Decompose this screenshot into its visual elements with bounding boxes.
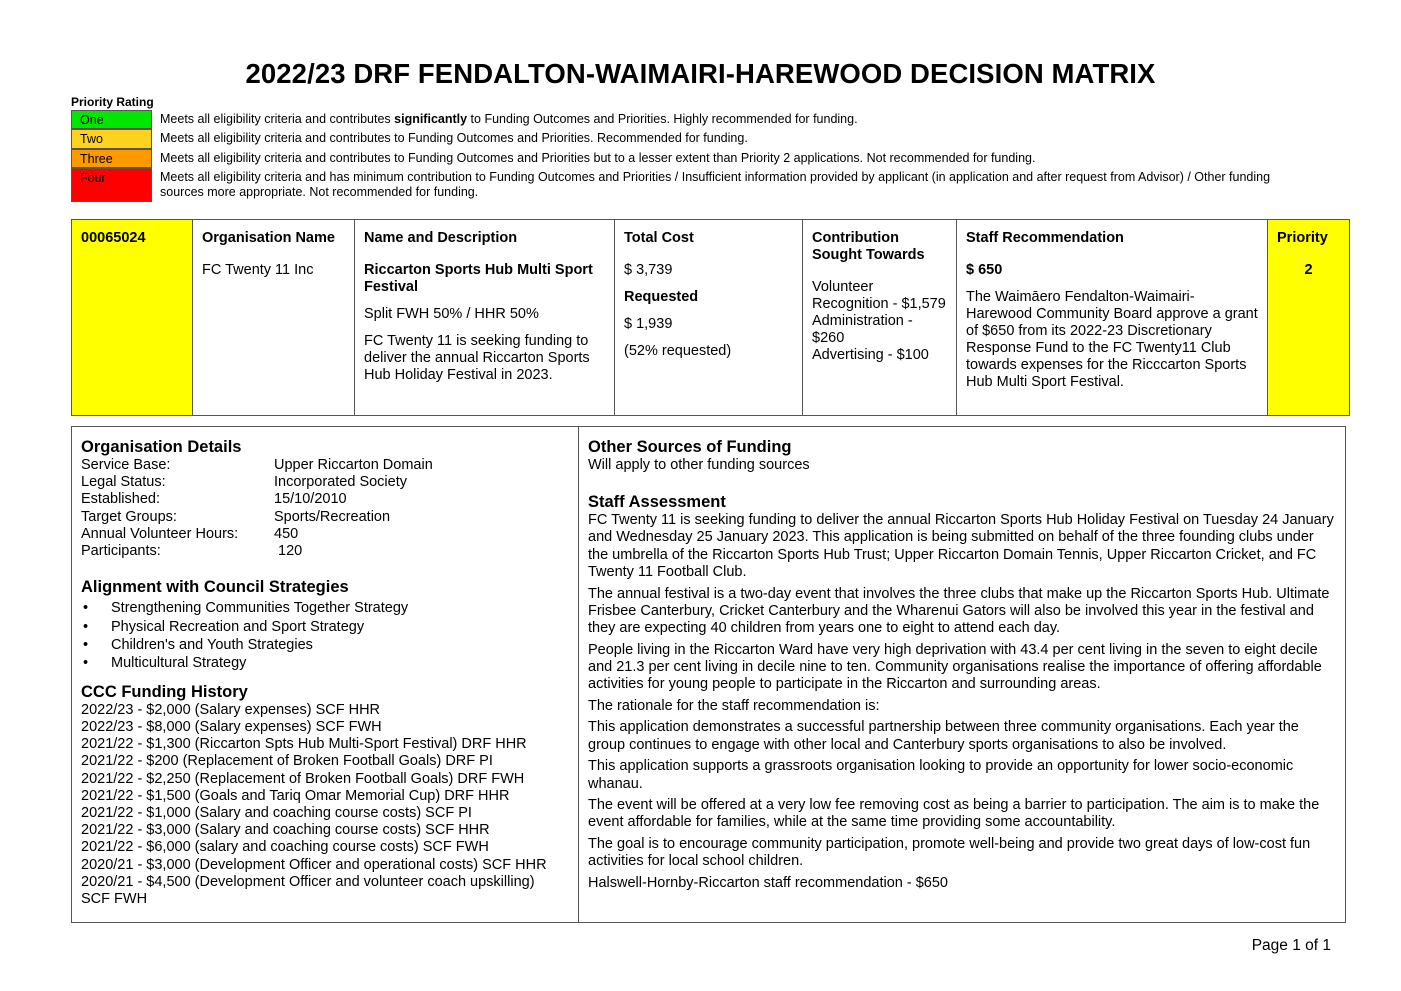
contribution-cell <box>803 220 957 415</box>
total-cost-header: Total Cost <box>624 230 694 246</box>
priority-row-four <box>71 168 1311 202</box>
alignment-heading: Alignment with Council Strategies <box>81 578 349 597</box>
detail-row: Annual Volunteer Hours: 450 <box>81 525 299 542</box>
staff-recommendation-amount: $ 650 <box>966 262 1003 278</box>
organisation-name: FC Twenty 11 Inc <box>202 262 314 278</box>
detail-row: Participants: 120 <box>81 543 303 560</box>
page-title: 2022/23 DRF FENDALTON-WAIMAIRI-HAREWOOD DECISION MATRIX <box>245 58 1156 89</box>
assessment-recommendation: Halswell-Hornby-Riccarton staff recommendation - $650 <box>588 875 948 892</box>
assessment-paragraph: The annual festival is a two-day event that involves the three clubs that make up the Riccarton Sports Hub. Ultimate Frisbee Canterbury, Cricket Canterbury and the Wharenui Gators will also be involved this year in the festival and they are expecting 40 children from years one to eight to attend each day. <box>588 585 1330 636</box>
funding-history-item: 2021/22 - $2,250 (Replacement of Broken Football Goals) DRF FWH <box>81 770 525 787</box>
assessment-panel <box>579 427 1345 922</box>
priority-desc-two: Meets all eligibility criteria and contributes to Funding Outcomes and Priorities. Recommended for funding. <box>160 131 748 145</box>
name-description-cell <box>355 220 615 415</box>
priority-row-two <box>71 129 1311 149</box>
priority-desc-one: Meets all eligibility criteria and contributes significantly to Funding Outcomes and Priorities. Highly recommended for funding. <box>160 112 858 126</box>
requested-amount: $ 1,939 <box>624 316 673 332</box>
priority-rating-heading: Priority Rating <box>71 95 154 109</box>
project-description: FC Twenty 11 is seeking funding to deliver the annual Riccarton Sports Hub Holiday Festival in 2023. <box>364 333 590 383</box>
strategy-item: • Physical Recreation and Sport Strategy <box>81 618 578 636</box>
priority-row-three <box>71 149 1311 169</box>
funding-split: Split FWH 50% / HHR 50% <box>364 306 539 322</box>
funding-history-item: 2020/21 - $4,500 (Development Officer and volunteer coach upskilling) SCF FWH <box>81 873 535 908</box>
funding-history-item: 2021/22 - $1,000 (Salary and coaching course costs) SCF PI <box>81 805 472 822</box>
detail-row: Target Groups: Sports/Recreation <box>81 508 391 525</box>
funding-history-item: 2022/23 - $2,000 (Salary expenses) SCF HHR <box>81 701 381 718</box>
priority-desc-four: Meets all eligibility criteria and has minimum contribution to Funding Outcomes and Priorities / Insufficient information provided by applicant (in application and after request from Advisor) / Other funding sources more appropriate. Not recommended for funding. <box>160 170 1271 199</box>
name-description-header: Name and Description <box>364 230 518 246</box>
strategy-item: • Multicultural Strategy <box>81 654 578 672</box>
contribution-item: Administration - $260 <box>812 313 913 346</box>
contribution-item: Advertising - $100 <box>812 347 929 363</box>
detail-row: Legal Status: Incorporated Society <box>81 474 407 491</box>
requested-label: Requested <box>624 289 699 305</box>
page-number: Page 1 of 1 <box>1251 937 1331 954</box>
application-id-cell <box>72 220 193 415</box>
total-cost-value: $ 3,739 <box>624 262 673 278</box>
funding-history-heading: CCC Funding History <box>81 682 248 701</box>
priority-swatch-two: Two <box>71 129 152 149</box>
requested-percent: (52% requested) <box>624 343 732 359</box>
contribution-header: Contribution Sought Towards <box>812 230 925 263</box>
organisation-details-heading: Organisation Details <box>81 438 242 456</box>
funding-history-item: 2021/22 - $200 (Replacement of Broken Football Goals) DRF PI <box>81 753 493 770</box>
other-sources-text: Will apply to other funding sources <box>588 457 810 473</box>
detail-row: Established: 15/10/2010 <box>81 491 347 508</box>
organisation-header: Organisation Name <box>202 230 335 246</box>
priority-cell <box>1268 220 1349 415</box>
funding-history-item: 2021/22 - $3,000 (Salary and coaching course costs) SCF HHR <box>81 822 490 839</box>
strategy-item: • Children's and Youth Strategies <box>81 636 578 654</box>
priority-header: Priority <box>1277 230 1328 246</box>
funding-history-item: 2022/23 - $8,000 (Salary expenses) SCF FWH <box>81 719 382 736</box>
assessment-paragraph: The rationale for the staff recommendation is: <box>588 697 880 714</box>
priority-desc-three: Meets all eligibility criteria and contributes to Funding Outcomes and Priorities but to a lesser extent than Priority 2 applications. Not recommended for funding. <box>160 150 1036 165</box>
detail-row: Service Base: Upper Riccarton Domain <box>81 457 433 473</box>
priority-value: 2 <box>1304 262 1313 278</box>
assessment-paragraph: This application demonstrates a successful partnership between three community organisations. Each year the group continues to engage with other local and Canterbury sports organisations to also be involved. <box>588 719 1299 753</box>
strategy-list <box>81 599 578 673</box>
funding-history-item: 2021/22 - $1,500 (Goals and Tariq Omar Memorial Cup) DRF HHR <box>81 787 510 804</box>
priority-row-one <box>71 110 1311 129</box>
assessment-paragraph: This application supports a grassroots organisation looking to provide an opportunity for lower socio-economic whanau. <box>588 758 1294 792</box>
priority-rating-legend <box>71 110 1311 202</box>
total-cost-cell <box>615 220 803 415</box>
assessment-paragraph: People living in the Riccarton Ward have very high deprivation with 43.4 per cent living in the seven to eight decile and 21.3 per cent living in decile nine to ten. Community organisations realise the importance of offering affordable activities for young people to participate in the Riccarton and surrounding areas. <box>588 641 1322 693</box>
organisation-details-panel <box>72 427 579 922</box>
project-name: Riccarton Sports Hub Multi Sport Festival <box>364 262 593 295</box>
staff-recommendation-header: Staff Recommendation <box>966 230 1124 246</box>
details-section <box>71 426 1346 923</box>
assessment-paragraph: The event will be offered at a very low fee removing cost as being a barrier to participation. The aim is to make the event affordable for families, while at the same time providing some accountability. <box>588 797 1320 831</box>
other-sources-heading: Other Sources of Funding <box>588 438 792 456</box>
organisation-cell <box>193 220 355 415</box>
assessment-paragraph: FC Twenty 11 is seeking funding to deliver the annual Riccarton Sports Hub Holiday Festival on Tuesday 24 January and Wednesday 25 January 2023. This application is being submitted on behalf of the three founding clubs under the umbrella of the Riccarton Sports Hub Trust; Upper Riccarton Domain Tennis, Upper Riccarton Cricket, and FC Twenty 11 Football Club. <box>588 512 1334 580</box>
assessment-paragraph: The goal is to encourage community participation, promote well-being and provide two great days of low-cost fun activities for local school children. <box>588 836 1311 870</box>
priority-swatch-one: One <box>71 110 152 129</box>
staff-recommendation-text: The Waimāero Fendalton-Waimairi-Harewood Community Board approve a grant of $650 from its 2022-23 Discretionary Response Fund to the FC Twenty11 Club towards expenses for the Ricccarton Sports Hub Multi Sport Festival. <box>966 289 1258 390</box>
staff-assessment-heading: Staff Assessment <box>588 493 726 512</box>
strategy-item: • Strengthening Communities Together Strategy <box>81 599 578 617</box>
application-id: 00065024 <box>81 230 146 246</box>
funding-history-item: 2020/21 - $3,000 (Development Officer and operational costs) SCF HHR <box>81 856 547 873</box>
funding-history-item: 2021/22 - $6,000 (salary and coaching course costs) SCF FWH <box>81 839 489 856</box>
contribution-item: Volunteer Recognition - $1,579 <box>812 279 946 312</box>
staff-recommendation-cell <box>957 220 1268 415</box>
priority-swatch-four: Four <box>71 168 152 202</box>
priority-swatch-three: Three <box>71 149 152 169</box>
funding-history-item: 2021/22 - $1,300 (Riccarton Spts Hub Multi-Sport Festival) DRF HHR <box>81 736 527 753</box>
decision-matrix-row <box>71 219 1350 416</box>
